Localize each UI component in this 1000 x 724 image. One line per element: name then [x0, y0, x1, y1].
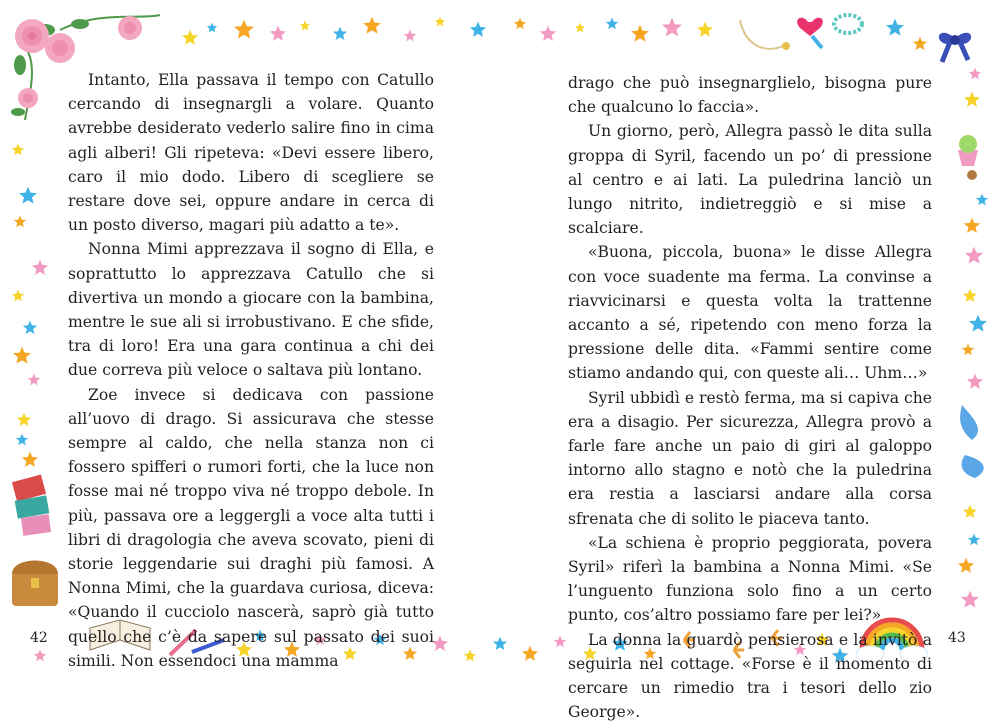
star-icon — [19, 186, 38, 204]
star-icon — [13, 346, 32, 364]
star-icon — [539, 25, 556, 41]
star-icon — [13, 215, 26, 228]
star-icon — [967, 533, 980, 546]
star-icon — [269, 25, 286, 41]
bow-necklace-heart-icon — [740, 15, 971, 62]
treasure-chest-books-icon — [12, 474, 58, 606]
star-icon — [963, 217, 980, 233]
paragraph: Nonna Mimi apprezzava il sogno di Ella, e soprattutto lo apprezzava Catullo che si divertiva un mondo a giocare con la bambina, mentre le sue ali si irrobustivano. E che sfide, tra di loro! Era una gara continua a chi dei due correva più veloce o saltava più lontano. — [68, 240, 434, 380]
star-icon — [961, 343, 974, 356]
water-splash-icon — [960, 405, 984, 478]
paragraph: «La schiena è proprio peggiorata, povera Syril» riferì la bambina a Nonna Mimi. «Se l’unguento funziona solo fino a un certo punto, cos’altro possiamo fare per lei?» — [568, 533, 932, 625]
star-icon — [957, 557, 974, 573]
star-icon — [513, 17, 526, 30]
star-icon — [492, 636, 507, 651]
star-icon — [181, 29, 198, 45]
star-icon — [886, 18, 905, 36]
star-icon — [11, 289, 24, 302]
star-icon — [21, 451, 38, 467]
paragraph: La donna la guardò pensierosa e la invitò a seguirla nel cottage. «Forse è il momento di cercare un rimedio tra i tesori dello zio George». — [568, 630, 932, 722]
star-icon — [966, 373, 983, 389]
star-icon — [605, 17, 618, 30]
star-icon — [962, 288, 977, 303]
star-icon — [969, 314, 988, 332]
star-icon — [31, 259, 48, 275]
star-icon — [234, 19, 255, 39]
paragraph: Syril ubbidì e restò ferma, ma si capiva che era a disagio. Per sicurezza, Allegra provò a farle fare anche un paio di giri al galoppo intorno allo stagno e notò che la puledrina era restia a lasciarsi andare alla corsa sfrenata che di solito le piaceva tanto. — [568, 388, 932, 528]
star-icon — [469, 21, 486, 37]
star-icon — [968, 67, 981, 80]
star-icon — [961, 590, 980, 608]
star-icon — [363, 16, 382, 34]
paragraph: «Buona, piccola, buona» le disse Allegra con voce suadente ma ferma. La convinse a riavvicinarsi e questa volta la trattenne accanto a sé, ripetendo con meno forza la pressione delle dita. «Fammi sentire come stiamo andando qui, con queste ali… Uhm…» — [568, 243, 932, 383]
star-icon — [16, 412, 31, 427]
page-number-left: 42 — [30, 630, 48, 646]
star-icon — [631, 24, 650, 42]
paragraph: Intanto, Ella passava il tempo con Catullo cercando di insegnargli a volare. Quanto avrebbe desiderato vederlo salire fino in cima agli alberi! Gli ripeteva: «Devi essere libero, caro il mio dodo. Libero di scegliere se restare dove sei, oppure andare in cerca di un posto diverso, magari più adatto a te». — [68, 71, 434, 235]
star-icon — [403, 29, 416, 42]
right-page-text — [568, 71, 932, 724]
star-icon — [574, 22, 585, 33]
paragraph: Zoe invece si dedicava con passione all’uovo di drago. Si assicurava che stesse sempre al caldo, che nella stanza non ci fossero spifferi o rumori forti, che la luce non fosse mai né troppo viva né troppo debole. In più, passava ore a leggergli a voce alta tutti i libri di dragologia che aveva scovato, pieni di storie leggendarie sui draghi più famosi. A Nonna Mimi, che la guardava curiosa, diceva: «Quando il cucciolo nascerà, saprò già tutto quello che c’è da sapere sul passato dei suoi simili. Non essendoci una mamma — [68, 385, 434, 670]
star-icon — [463, 649, 476, 662]
star-icon — [22, 320, 37, 335]
star-icon — [15, 433, 28, 446]
left-page-text — [68, 68, 434, 673]
star-icon — [11, 143, 24, 156]
star-icon — [975, 193, 988, 206]
star-icon — [696, 21, 713, 37]
star-icon — [662, 17, 683, 37]
star-icon — [553, 635, 566, 648]
star-icon — [965, 246, 984, 264]
star-icon — [962, 504, 977, 519]
star-icon — [963, 91, 980, 107]
page-number-right: 43 — [948, 630, 966, 646]
star-icon — [332, 26, 347, 41]
star-icon — [27, 373, 40, 386]
paragraph: drago che può insegnarglielo, bisogna pure che qualcuno lo faccia». — [568, 74, 932, 117]
star-icon — [33, 649, 46, 662]
star-icon — [206, 22, 217, 33]
star-icon — [434, 16, 445, 27]
star-icon — [912, 36, 927, 51]
cupcake-icon — [958, 135, 978, 180]
star-icon — [521, 645, 538, 661]
star-icon — [299, 20, 310, 31]
paragraph: Un giorno, però, Allegra passò le dita sulla groppa di Syril, facendo un po’ di pressione al centro e ai lati. La puledrina lanciò un lungo nitrito, indietreggiò e si mise a scalciare. — [568, 122, 932, 238]
